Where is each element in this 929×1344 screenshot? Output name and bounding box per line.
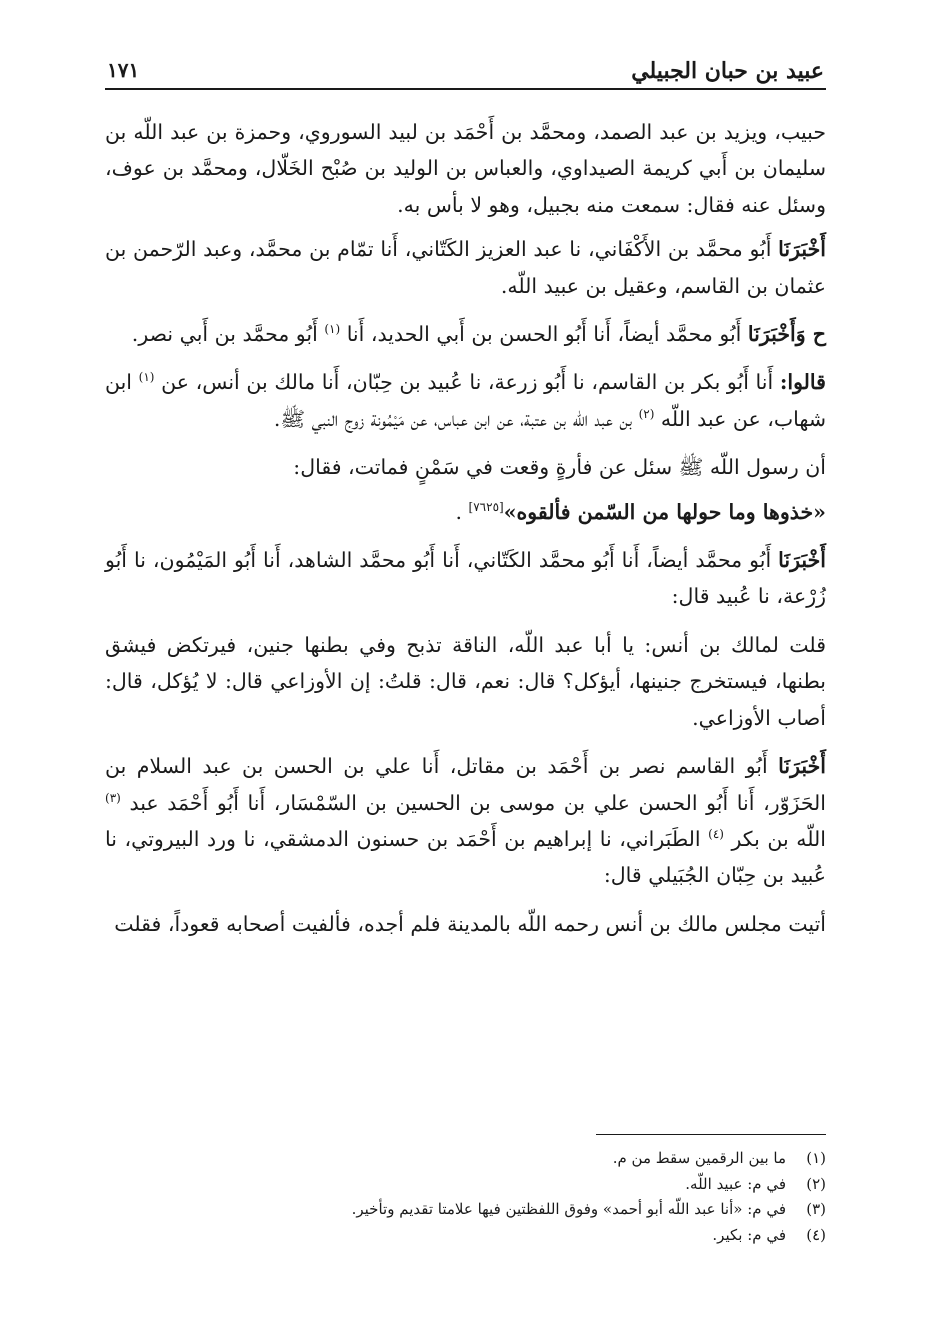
footnote <box>105 1146 826 1172</box>
isnad-lead: قالوا: <box>779 370 826 395</box>
footnote <box>105 1223 826 1249</box>
main-text <box>105 114 826 950</box>
paragraph-text: أَبُو محمَّد أيضاً، أَنا أَبُو محمَّد الكَتّاني، أَنا أَبُو محمَّد الشاهد، أَنا أَبُو المَيْمُون، نا أَبُو زُرْعة، نا عُبيد قال: <box>105 548 826 609</box>
paragraph-text: قلت لمالك بن أنس: يا أبا عبد اللّه، الناقة تذبح وفي بطنها جنين، فيرتكض فيشق بطنها، فيستخرج جنينها، أيؤكل؟ قال: نعم، قال: قلتُ: إن الأوزاعي قال: لا يُؤكل، قال: أصاب الأوزاعي. <box>105 632 826 730</box>
footnote-ref-1: (١) <box>324 322 341 337</box>
paragraph-text-end: بن عبد اللّه بن عتبة، عن ابن عباس، عن مَيْمُونة زوج النبي ﷺ. <box>273 406 633 431</box>
paragraph-text: أَبُو القاسم نصر بن أَحْمَد بن مقاتل، أَنا علي بن الحسن بن عبد السلام بن الحَزَوّر، أَنا أَبُو الحسن علي بن موسى بن الحسين بن السّمْسَار، أَنا أَبُو أَحْمَد عبد <box>105 754 826 815</box>
paragraph-text-continued: ابن شهاب، عن عبد اللّه <box>105 370 826 431</box>
isnad-lead: ح وَأَخْبَرَنَا <box>747 322 826 347</box>
footnote-number: (٢) <box>806 1174 826 1193</box>
paragraph-text: حبيب، ويزيد بن عبد الصمد، ومحمَّد بن أَحْمَد بن لبيد السوروي، وحمزة بن عبد اللّه بن سليمان بن أَبي كريمة الصيداوي، والعباس بن الوليد بن صُبْح الخَلّال، ومحمَّد بن عوف، وسئل عنه فقال: سمعت منه بجبيل، وهو لا بأس به. <box>105 120 826 217</box>
hadith-number: [٧٦٢٥] <box>468 499 504 514</box>
paragraph-text-continued: اللّه بن بكر <box>731 826 826 851</box>
running-title: عبيد بن حبان الجبيلي <box>631 58 824 84</box>
footnote-number: (٤) <box>806 1225 826 1244</box>
footnote-text: ما بين الرقمين سقط من م. <box>612 1149 786 1167</box>
footnote-ref-2: (٢) <box>638 407 655 422</box>
paragraph-5 <box>105 449 826 485</box>
footnote-number: (١) <box>806 1149 826 1167</box>
footnote-ref-4: (٤) <box>708 827 724 842</box>
page-number: ١٧١ <box>107 58 140 82</box>
footnote-text: في م: «أنا عبد اللّه أبو أحمد» وفوق اللفظتين فيها علامتا تقديم وتأخير. <box>351 1200 786 1218</box>
paragraph-6 <box>105 494 826 530</box>
paragraph-10 <box>105 906 826 942</box>
paragraph-text: أَبُو محمَّد أيضاً، أَنا أَبُو الحسن بن أَبي الحديد، أَنا <box>346 322 742 347</box>
paragraph-text: . <box>455 499 463 524</box>
paragraph-text-end: الطَبَراني، نا إبراهيم بن أَحْمَد بن حسنون الدمشقي، نا ورد البيروتي، نا عُبيد بن حِبّان الجُبَيلي قال: <box>105 826 826 888</box>
paragraph-8 <box>105 627 826 736</box>
paragraph-text: أَبُو محمَّد بن الأَكْفَاني، نا عبد العزيز الكَتّاني، أَنا تمّام بن محمَّد، وعبد الرّحمن بن عثمان بن القاسم، وعقيل بن عبيد اللّه. <box>105 237 826 298</box>
footnote-text: في م: عبيد اللّه. <box>685 1174 786 1193</box>
paragraph-text: أن رسول اللّه ﷺ سئل عن فأرةٍ وقعت في سَمْنٍ فماتت، فقال: <box>293 455 826 480</box>
footnote-separator <box>596 1134 826 1135</box>
footnote-text: في م: بكير. <box>712 1225 786 1244</box>
footnote <box>105 1197 826 1223</box>
paragraph-text: أتيت مجلس مالك بن أنس رحمه اللّه بالمدينة فلم أجده، فألفيت أصحابه قعوداً، فقلت <box>114 911 826 936</box>
paragraph-2 <box>105 231 826 304</box>
footnote <box>105 1172 826 1198</box>
footnote-ref-1: (١) <box>138 370 155 385</box>
isnad-lead: أَخْبَرَنَا <box>778 237 826 262</box>
isnad-lead: أَخْبَرَنَا <box>778 754 826 779</box>
paragraph-9 <box>105 748 826 894</box>
paragraph-1 <box>105 114 826 223</box>
page-header <box>105 48 826 90</box>
footnote-ref-3: (٣) <box>105 790 121 805</box>
paragraph-7 <box>105 542 826 615</box>
paragraph-text-continued: أَبُو محمَّد بن أَبي نصر. <box>131 322 318 347</box>
footnote-number: (٣) <box>806 1200 826 1218</box>
paragraph-3 <box>105 316 826 352</box>
isnad-lead: أَخْبَرَنَا <box>778 548 826 573</box>
footnotes <box>105 1146 826 1248</box>
paragraph-text: أَنا أَبُو بكر بن القاسم، نا أَبُو زرعة، نا عُبيد بن حِبّان، أَنا مالك بن أنس، عن <box>161 370 774 395</box>
paragraph-4 <box>105 364 826 437</box>
hadith-quote: «خذوها وما حولها من السّمن فألقوه» <box>503 499 826 524</box>
